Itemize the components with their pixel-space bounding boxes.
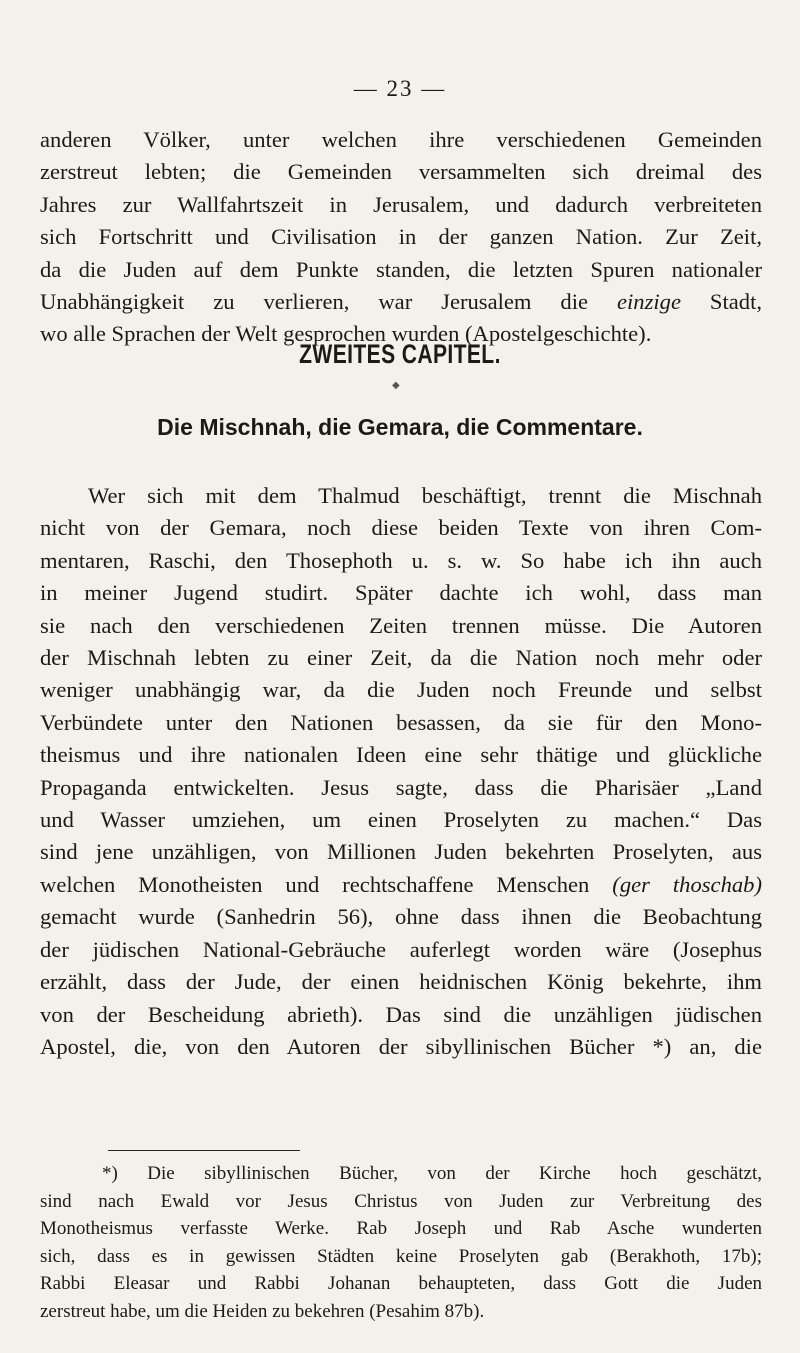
footnote [40,1160,762,1325]
emphasized-word: einzige [616,289,681,315]
text-line: sie nach den verschiedenen Zeiten trennen müsse. Die Autoren [40,612,762,638]
text-line: von der Bescheidung abrieth). Das sind die unzähligen jüdischen [40,1001,762,1027]
text-line: gemacht wurde (Sanhedrin 56), ohne dass ihnen die Beobachtung [40,904,762,930]
footnote-divider [108,1150,300,1151]
text-line: theismus und ihre nationalen Ideen eine sehr thätige und glückliche [40,742,762,768]
footnote-line: *) Die sibyllinischen Bücher, von der Kirche hoch geschätzt, [102,1163,762,1184]
text-line: anderen Völker, unter welchen ihre verschiedenen Gemeinden [40,127,762,152]
text-line: der jüdischen National-Gebräuche auferlegt worden wäre (Josephus [40,936,762,962]
text-line: mentaren, Raschi, den Thosephoth u. s. w. So habe ich ihn auch [40,547,762,573]
page-number: — 23 — [353,76,447,101]
text-line: weniger unabhängig war, da die Juden noch Freunde und selbst [40,677,762,703]
chapter-title: ZWEITES CAPITEL. [299,339,501,369]
text-line: erzählt, dass der Jude, der einen heidnischen König bekehrte, ihm [40,969,762,995]
footnote-line: Monotheismus verfasste Werke. Rab Joseph und Rab Asche wunderten [40,1218,762,1239]
text-segment: Stadt, [709,289,762,315]
footnote-line: zerstreut habe, um die Heiden zu bekehren (Pesahim 87b). [40,1300,485,1322]
text-line: Apostel, die, von den Autoren der sibyllinischen Bücher *) an, die [40,1033,762,1059]
chapter-subtitle: Die Mischnah, die Gemara, die Commentare. [157,414,643,440]
text-segment: welchen Monotheisten und rechtschaffene Menschen [40,871,590,897]
footnote-line: Rabbi Eleasar und Rabbi Johanan behaupteten, dass Gott die Juden [40,1273,762,1294]
ornament-icon: ◆ [392,380,400,391]
text-line-with-emphasis [40,869,762,901]
text-line: in meiner Jugend studirt. Später dachte ich wohl, dass man [40,580,762,606]
text-line: zerstreut lebten; die Gemeinden versammelten sich dreimal des [40,159,762,185]
text-line: und Wasser umziehen, um einen Proselyten zu machen.“ Das [40,807,762,833]
text-line: Propaganda entwickelten. Jesus sagte, dass die Pharisäer „Land [40,774,762,800]
text-line: nicht von der Gemara, noch diese beiden Texte von ihren Com- [40,515,762,541]
text-line: sich Fortschritt und Civilisation in der ganzen Nation. Zur Zeit, [40,224,762,250]
text-line-with-emphasis [40,286,762,318]
text-line: der Mischnah lebten zu einer Zeit, da die Nation noch mehr oder [40,645,762,671]
text-line: da die Juden auf dem Punkte standen, die letzten Spuren nationaler [40,256,762,282]
paragraph-continued [40,124,762,351]
emphasized-phrase: (ger thoschab) [612,871,762,897]
footnote-line: sind nach Ewald vor Jesus Christus von Juden zur Verbreitung des [40,1190,762,1212]
text-line: Jahres zur Wallfahrtszeit in Jerusalem, und dadurch verbreiteten [40,191,762,217]
text-line: Verbündete unter den Nationen besassen, da sie für den Mono- [40,709,762,735]
footnote-line: sich, dass es in gewissen Städten keine Proselyten gab (Berakhoth, 17b); [40,1245,762,1267]
text-line: wo alle Sprachen der Welt gesprochen wurden (Apostelgeschichte). [40,321,652,347]
text-segment: Unabhängigkeit zu verlieren, war Jerusalem die [40,289,589,315]
paragraph-main [40,480,762,1063]
text-line: Wer sich mit dem Thalmud beschäftigt, trennt die Mischnah [88,483,762,508]
text-line: sind jene unzähligen, von Millionen Juden bekehrten Proselyten, aus [40,839,762,865]
